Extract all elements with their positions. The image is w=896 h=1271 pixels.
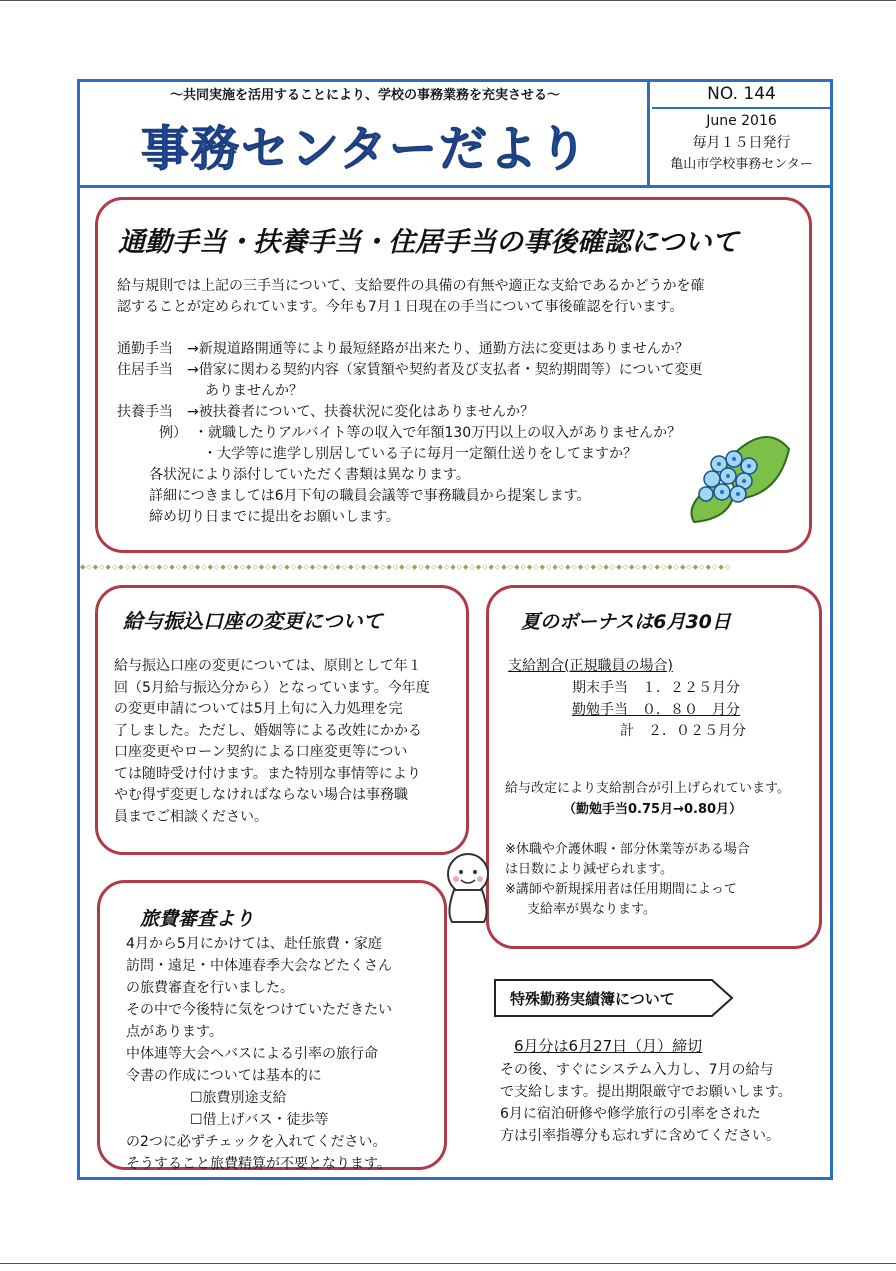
special-duty-deadline: 6月分は6月27日（月）締切 (514, 1037, 703, 1055)
rate-title: 支給割合(正規職員の場合) (508, 658, 673, 674)
teru-teru-bozu-illustration (440, 850, 496, 926)
bank-account-body: 給与振込口座の変更については、原則として年１ 回（5月給与振込分から）となっています。今年度 の変更申請については5月上旬に入力処理を完 了しました。ただし、婚姻等による改姓にかかる 口座変更やローン契約による口座変更等につい ては随時受け付けます。また特別な事情等により やむ得ず変更しなければならない場合は事務職 員までご相談ください。 (114, 658, 430, 825)
rate-term-end: 期末手当 １．２２５月分 (572, 680, 740, 696)
checkbox-bus-walk: ☐借上げバス・徒歩等 (190, 1112, 329, 1128)
travel-expense-heading: 旅費審査より (140, 908, 255, 930)
publisher: 亀山市学校事務センター (670, 157, 813, 172)
newsletter-title: 事務センターだより (140, 121, 590, 177)
section-divider: ◆◇◆◇◆◇◆◇◆◇◆◇◆◇◆◇◆◇◆◇◆◇◆◇◆◇◆◇◆◇◆◇◆◇◆◇◆◇◆◇◆◇◆◇◆◇◆◇◆◇◆◇◆◇◆◇◆◇◆◇◆◇◆◇◆◇◆◇◆◇◆◇◆◇◆◇◆◇◆◇◆◇◆◇◆◇◆◇◆◇◆◇◆◇◆◇◆◇◆◇◆◇ (80, 563, 732, 571)
rate-note: 給与改定により支給割合が引上げられています。 (505, 781, 790, 796)
issue-number: NO. 144 (652, 81, 831, 109)
bonus-remarks: ※休職や介護休暇・部分休業等がある場合 は日数により減ぜられます。 ※講師や新規採用者は任用期間によって 支給率が異なります。 (505, 842, 750, 917)
rate-diligence: 勤勉手当 ０．８０ 月分 (572, 702, 740, 718)
top-rule (0, 0, 896, 1)
allowance-list: 通勤手当 →新規道路開通等により最短経路が出来たり、通勤方法に変更はありませんか？ 住居手当 →借家に関わる契約内容（家賃額や契約者及び支払者・契約期間等）について変更 ありませんか？ 扶養手当 →被扶養者について、扶養状況に変化はありませんか？ 例） ・就職したりアルバイト等の収入で年額130万円以上の収入がありませんか？ ・大学等に進学し別居している子に毎月一定額仕送りをしてますか？ 各状況により添付していただく書類は異なります。 詳細につきましては6月下旬の職員会議等で事務職員から提案します。 締め切り日までに提出をお願いします。 (117, 341, 703, 525)
issue-frequency: 毎月１５日発行 (692, 135, 791, 151)
bottom-rule (0, 1263, 896, 1264)
header-divider (77, 185, 833, 188)
newsletter-subtitle: ～共同実施を活用することにより、学校の事務業務を充実させる～ (169, 88, 560, 103)
checkbox-separate-pay: ☐旅費別途支給 (190, 1090, 287, 1106)
bonus-heading: 夏のボーナスは6月30日 (521, 611, 731, 633)
issue-date: June 2016 (706, 113, 777, 129)
dependent-line: 扶養手当 →被扶養者について、扶養状況に変化はありませんか？ (117, 404, 535, 420)
special-duty-heading: 特殊勤務実績簿について (510, 990, 675, 1008)
rate-total: 計 ２．０２５月分 (620, 723, 746, 739)
header-vertical-divider (647, 79, 650, 187)
allowance-intro: 給与規則では上記の三手当について、支給要件の具備の有無や適正な支給であるかどうかを確 認することが定められています。今年も7月１日現在の手当について事後確認を行います。 (117, 278, 705, 315)
travel-expense-body: 4月から5月にかけては、赴任旅費・家庭 訪問・遠足・中体連春季大会などたくさん の旅費審査を行いました。 その中で今後特に気をつけていただきたい 点があります。 中体連等大会へバスによる引率の旅行命 令書の作成については基本的に ☐旅費別途支給 ☐借上げバス・徒歩等 の2つに必ずチェックを入れてください。 そうすること旅費精算が不要となります。 (126, 936, 392, 1172)
commute-line: 通勤手当 →新規道路開通等により最短経路が出来たり、通勤方法に変更はありませんか？ (117, 341, 689, 357)
issue-info (652, 110, 831, 176)
allowance-heading: 通勤手当・扶養手当・住居手当の事後確認について (118, 227, 739, 258)
rate-change: （勤勉手当0.75月→0.80月） (563, 802, 743, 817)
hydrangea-illustration (684, 424, 794, 524)
special-duty-body: その後、すぐにシステム入力し、7月の給与 で支給します。提出期限厳守でお願いします。 6月に宿泊研修や修学旅行の引率をされた 方は引率指導分も忘れずに含めてください。 (500, 1062, 792, 1144)
housing-line: 住居手当 →借家に関わる契約内容（家賃額や契約者及び支払者・契約期間等）について変更 (117, 362, 703, 378)
bank-account-heading: 給与振込口座の変更について (123, 609, 383, 633)
